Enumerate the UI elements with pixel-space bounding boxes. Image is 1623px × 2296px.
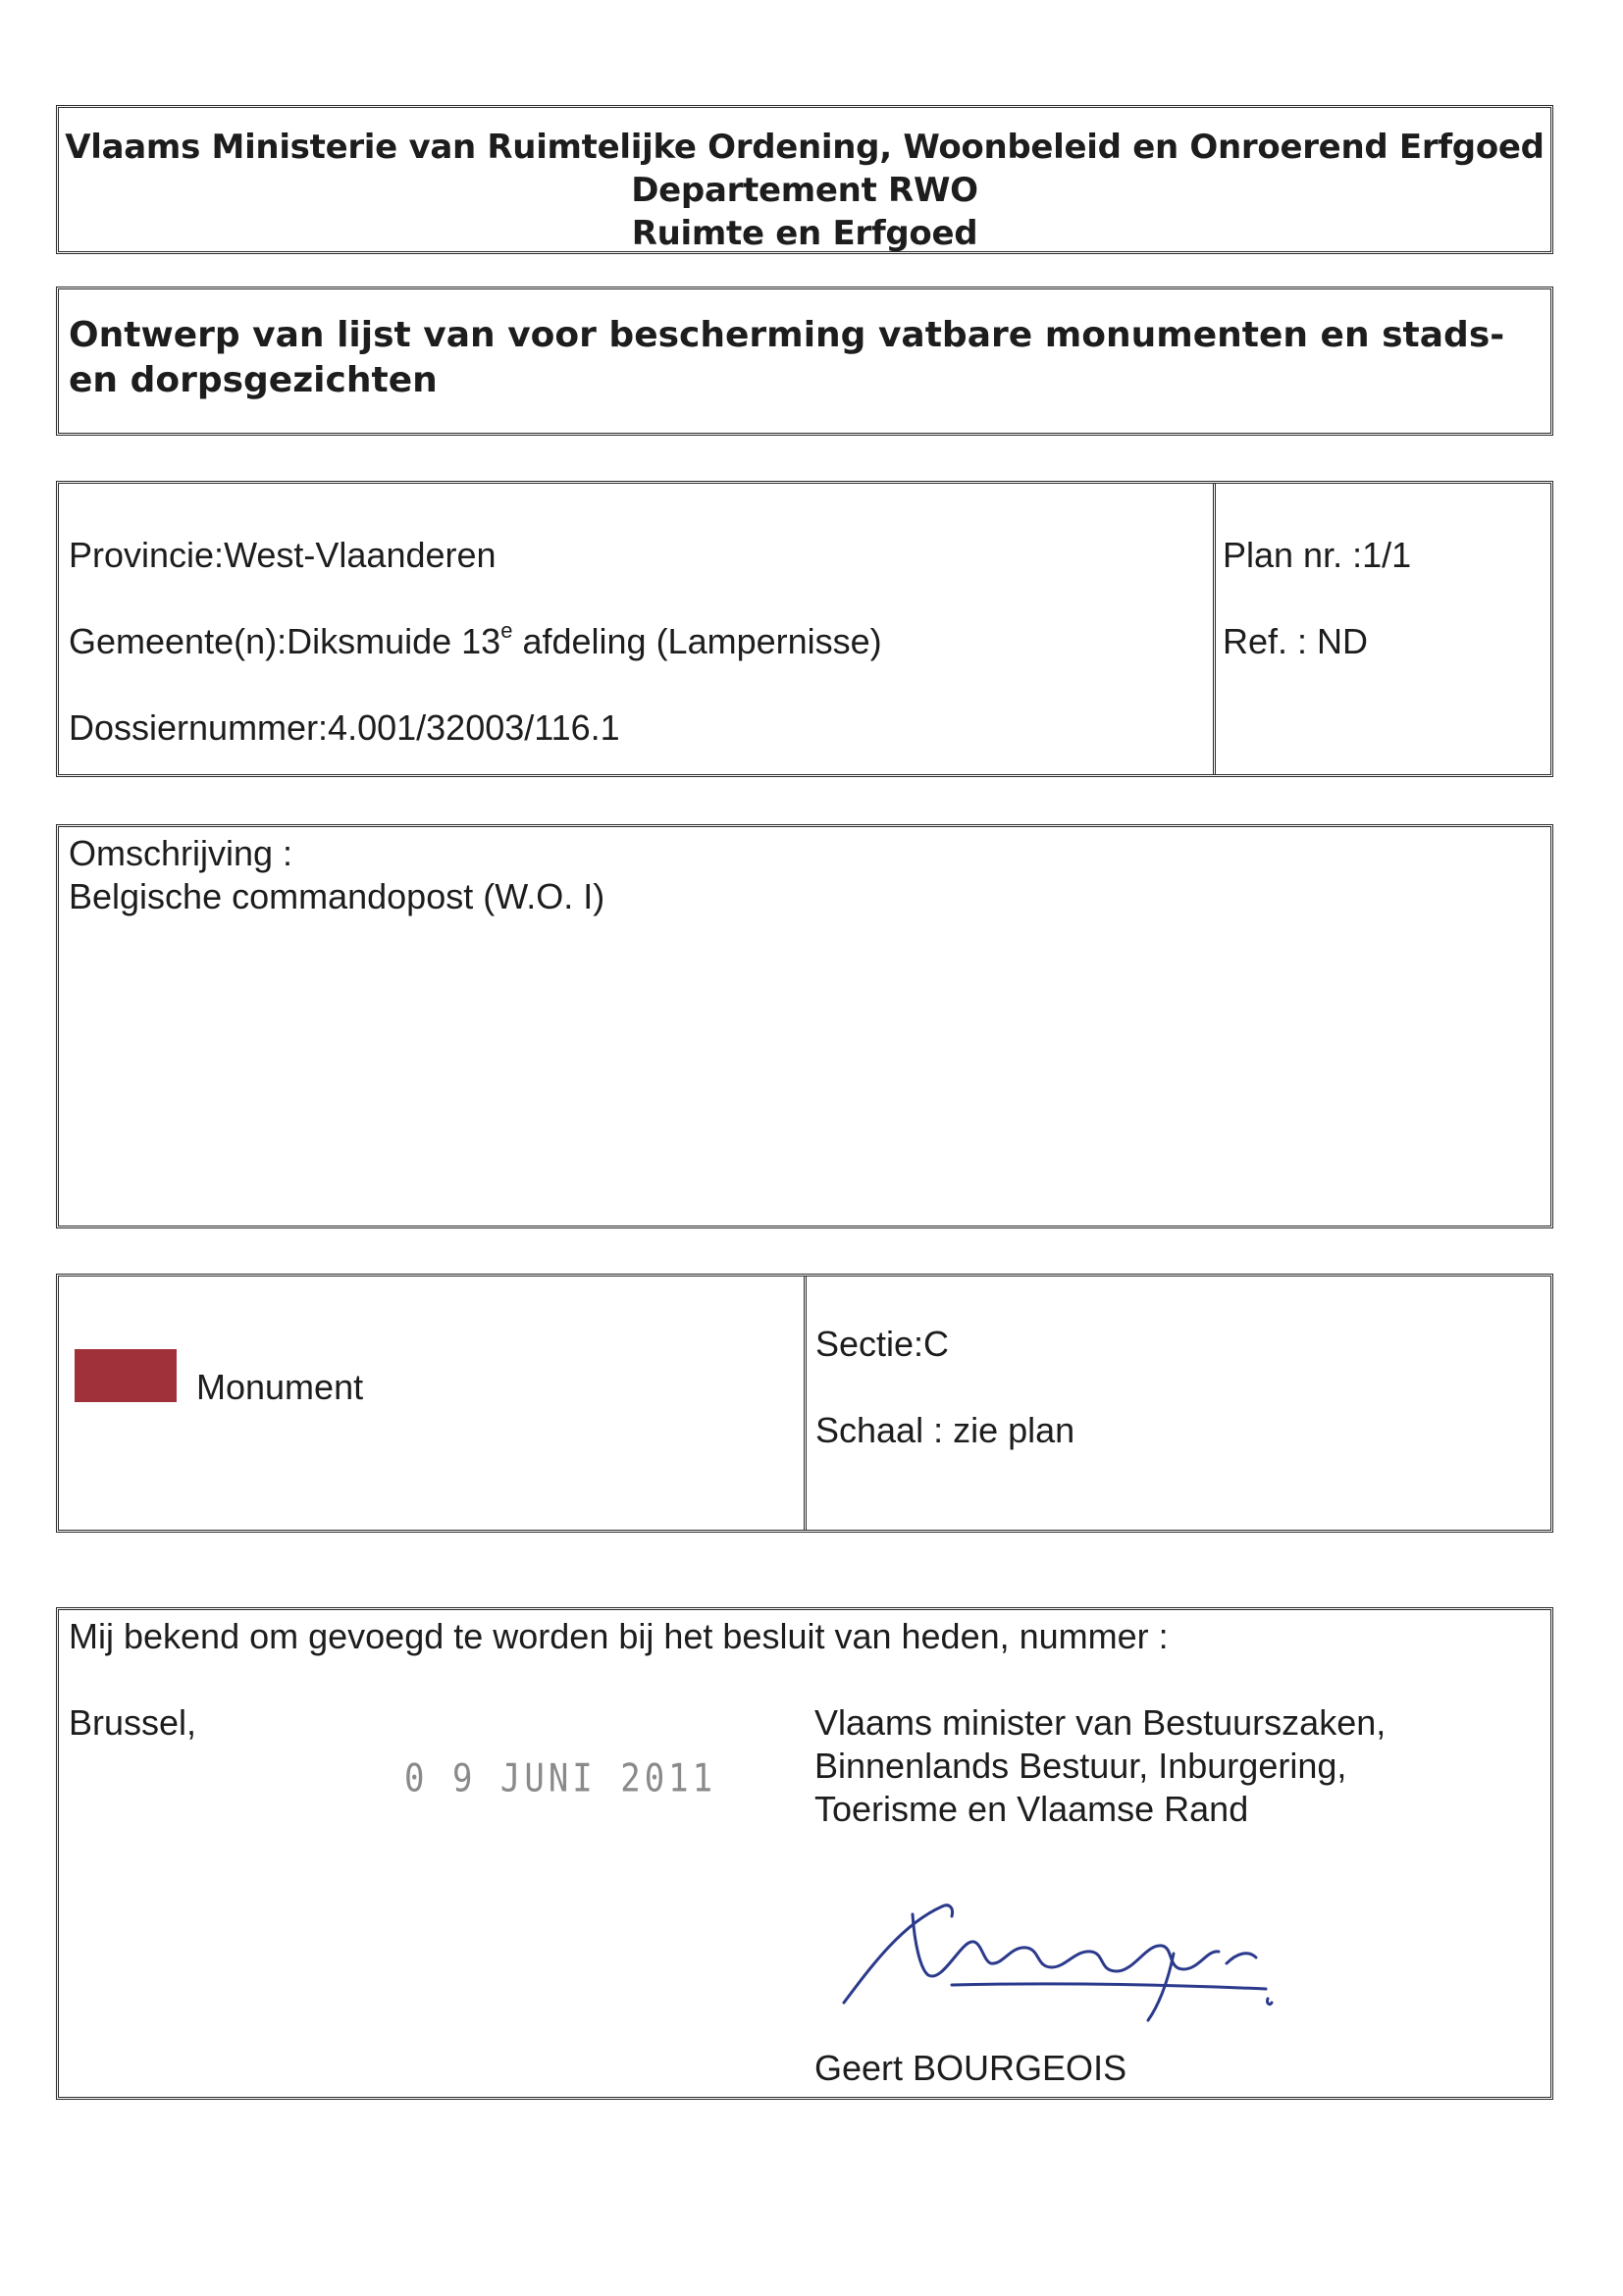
description-text: Belgische commandopost (W.O. I) bbox=[69, 876, 605, 916]
info-box bbox=[56, 481, 1553, 777]
signature-box bbox=[56, 1607, 1553, 2100]
document-title: Ontwerp van lijst van voor bescherming vatbare monumenten en stads- en dorpsgezichten bbox=[69, 315, 1505, 400]
ministry-header-box bbox=[56, 105, 1553, 254]
gemeente-field bbox=[69, 618, 882, 662]
gemeente-suffix: afdeling (Lampernisse) bbox=[512, 621, 882, 661]
description-label: Omschrijving : bbox=[69, 833, 293, 873]
monument-label: Monument bbox=[196, 1367, 364, 1407]
minister-title-line3: Toerisme en Vlaamse Rand bbox=[814, 1789, 1249, 1829]
statement-text: Mij bekend om gevoegd te worden bij het besluit van heden, nummer : bbox=[69, 1616, 1169, 1656]
agency-name: Ruimte en Erfgoed bbox=[631, 214, 978, 253]
provincie-field: Provincie:West-Vlaanderen bbox=[69, 535, 497, 575]
dossier-number: Dossiernummer:4.001/32003/116.1 bbox=[69, 707, 620, 748]
place-text: Brussel, bbox=[69, 1702, 197, 1743]
schaal-field: Schaal : zie plan bbox=[815, 1410, 1075, 1450]
minister-title-line2: Binnenlands Bestuur, Inburgering, bbox=[814, 1746, 1347, 1786]
signature-strokes bbox=[844, 1905, 1272, 2020]
date-stamp: 0 9 JUNI 2011 bbox=[404, 1756, 717, 1801]
ministry-name: Vlaams Ministerie van Ruimtelijke Ordening, Woonbeleid en Onroerend Erfgoed bbox=[65, 128, 1544, 167]
signer-name: Geert BOURGEOIS bbox=[814, 2048, 1127, 2088]
minister-title-line1: Vlaams minister van Bestuurszaken, bbox=[814, 1702, 1387, 1743]
gemeente-superscript: e bbox=[500, 618, 513, 643]
plan-number: Plan nr. :1/1 bbox=[1223, 535, 1412, 575]
reference: Ref. : ND bbox=[1223, 621, 1369, 661]
monument-color-swatch bbox=[75, 1349, 177, 1402]
description-box bbox=[56, 824, 1553, 1228]
document-title-box bbox=[56, 287, 1553, 436]
legend-box bbox=[56, 1274, 1553, 1533]
gemeente-prefix: Gemeente(n):Diksmuide 13 bbox=[69, 621, 501, 661]
legend-divider bbox=[804, 1277, 807, 1530]
department-name: Departement RWO bbox=[631, 171, 978, 210]
handwritten-signature bbox=[834, 1885, 1384, 2032]
info-divider bbox=[1213, 484, 1216, 774]
sectie-field: Sectie:C bbox=[815, 1324, 950, 1364]
